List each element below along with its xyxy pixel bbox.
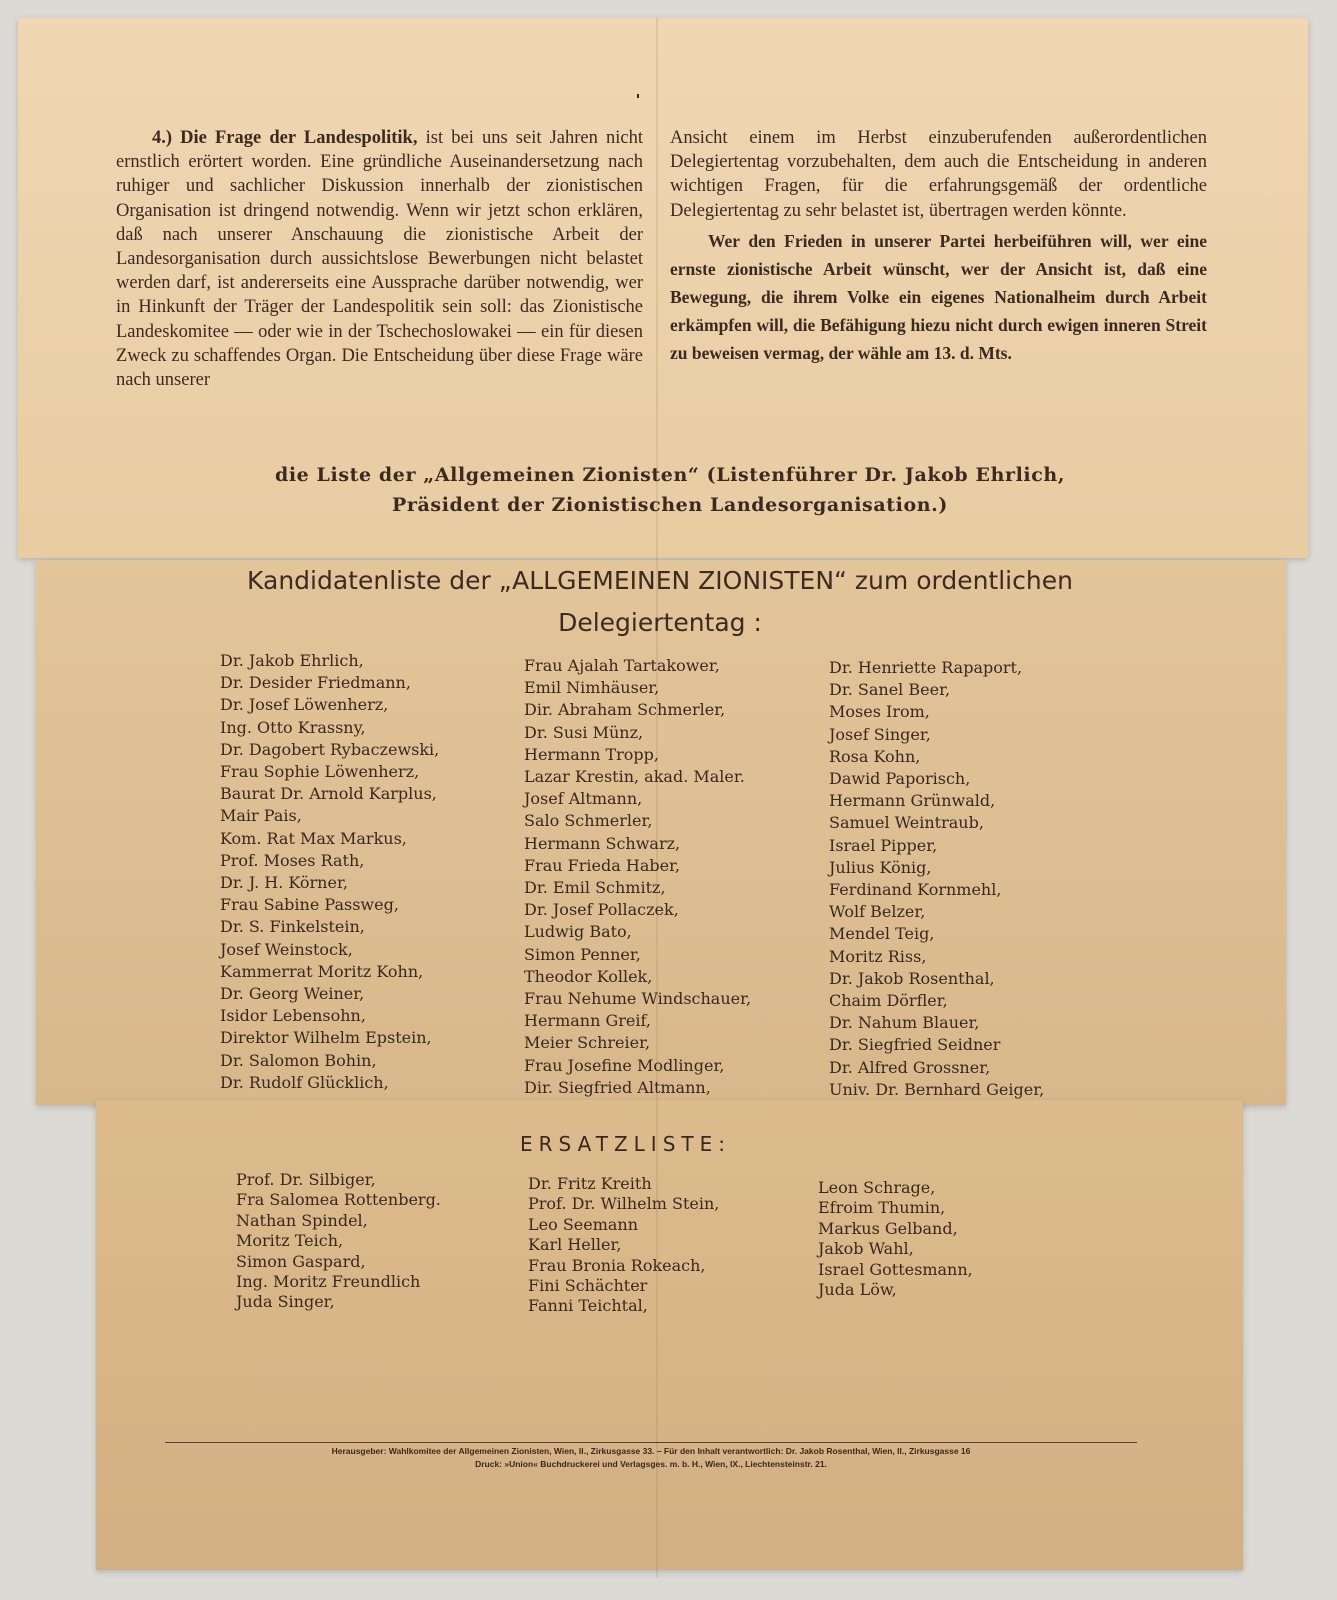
- candidate-name: Ludwig Bato,: [524, 922, 632, 942]
- candidate-name: Emil Nimhäuser,: [524, 678, 660, 698]
- candidate-name: Frau Sabine Passweg,: [220, 895, 399, 915]
- substitute-name: Markus Gelband,: [818, 1218, 958, 1238]
- substitute-name: Frau Bronia Rokeach,: [528, 1255, 706, 1275]
- candidate-name: Mair Pais,: [220, 806, 302, 826]
- candidate-name: Dir. Abraham Schmerler,: [524, 700, 726, 720]
- substitute-name: Ing. Moritz Freundlich: [236, 1272, 421, 1292]
- candidate-title-line-1: Kandidatenliste der „ALLGEMEINEN ZIONISTEN“ zum ordentlichen: [247, 566, 1073, 595]
- footer-divider: [165, 1442, 1137, 1443]
- substitute-name: Fanni Teichtal,: [528, 1296, 648, 1316]
- candidate-name: Hermann Schwarz,: [524, 833, 681, 853]
- candidate-name: Wolf Belzer,: [829, 902, 926, 922]
- text-column-left: [116, 126, 643, 392]
- candidate-name: Dr. Jakob Ehrlich,: [220, 651, 364, 670]
- substitute-name: Fra Salomea Rottenberg.: [236, 1190, 441, 1210]
- substitute-name: Prof. Dr. Wilhelm Stein,: [528, 1194, 720, 1214]
- candidate-name: Dawid Paporisch,: [829, 769, 971, 789]
- substitute-name: Nathan Spindel,: [236, 1210, 368, 1230]
- candidate-name: Isidor Lebensohn,: [220, 1006, 366, 1026]
- candidate-name: Simon Penner,: [524, 944, 641, 964]
- substitute-name: Israel Gottesmann,: [818, 1259, 973, 1279]
- candidate-name: Dr. Desider Friedmann,: [220, 673, 411, 693]
- candidate-name: Israel Pipper,: [829, 835, 938, 855]
- candidate-name: Samuel Weintraub,: [829, 813, 984, 833]
- candidate-name: Theodor Kollek,: [524, 966, 653, 986]
- candidate-name: Dr. Rudolf Glücklich,: [220, 1072, 389, 1092]
- paragraph-lead: 4.) Die Frage der Landespolitik,: [152, 128, 418, 148]
- candidate-name: Dr. Emil Schmitz,: [524, 878, 666, 898]
- substitute-name: Moritz Teich,: [236, 1231, 344, 1251]
- candidate-name: Chaim Dörfler,: [829, 991, 948, 1011]
- candidate-name: Mendel Teig,: [829, 924, 935, 944]
- candidate-name: Dir. Siegfried Altmann,: [524, 1077, 711, 1097]
- footer-printer-line: Druck: »Union« Buchdruckerei und Verlagsges. m. b. H., Wien, IX., Liechtensteinstr. 21.: [475, 1459, 827, 1469]
- candidate-name: Dr. Siegfried Seidner: [829, 1035, 1001, 1055]
- candidate-name: Dr. Henriette Rapaport,: [829, 658, 1023, 677]
- list-heading-line-2: Präsident der Zionistischen Landesorganisation.): [392, 494, 948, 516]
- candidate-name: Dr. Salomon Bohin,: [220, 1050, 377, 1070]
- candidate-name: Hermann Tropp,: [524, 744, 659, 764]
- candidate-name: Dr. J. H. Körner,: [220, 873, 348, 893]
- candidate-name: Frau Nehume Windschauer,: [524, 989, 752, 1009]
- ink-speck: [637, 94, 639, 98]
- candidate-name: Frau Frieda Haber,: [524, 855, 681, 875]
- candidate-name: Moritz Riss,: [829, 946, 927, 966]
- substitute-name: Dr. Fritz Kreith: [528, 1174, 652, 1193]
- candidate-title-line-2: Delegiertentag :: [558, 608, 762, 637]
- substitute-name: Simon Gaspard,: [236, 1251, 366, 1271]
- candidate-name: Frau Josefine Modlinger,: [524, 1055, 725, 1075]
- paragraph-body: ist bei uns seit Jahren nicht ernstlich erörtert worden. Eine gründliche Auseinandersetzung nach ruhiger und sachlicher Diskussion innerhalb der zionistischen Organisation ist dringend notwendig. Wenn wir jetzt schon erklären, daß nach unserer Anschauung die zionistische Arbeit der Landesorganisation durch aussichtslose Bewerbungen nicht belastet werden darf, ist andererseits eine Aussprache darüber notwendig, wer in Hinkunft der Träger der Landespolitik sein soll: das Zionistische Landeskomitee — oder wie in der Tschechoslowakei — ein für diesen Zweck zu schaffendes Organ. Die Entscheidung über diese Frage wäre nach unserer: [116, 128, 644, 391]
- candidate-name: Dr. Susi Münz,: [524, 722, 644, 742]
- substitute-name: Karl Heller,: [528, 1235, 622, 1255]
- appeal-paragraph: [670, 227, 1207, 367]
- candidate-name: Dr. Josef Löwenherz,: [220, 695, 389, 715]
- imprint-footer: [165, 1445, 1137, 1471]
- candidate-name: Prof. Moses Rath,: [220, 850, 365, 870]
- candidate-name: Dr. Josef Pollaczek,: [524, 900, 679, 920]
- candidate-name: Kammerrat Moritz Kohn,: [220, 961, 424, 981]
- candidate-column-1: [220, 650, 439, 1094]
- candidate-name: Dr. Georg Weiner,: [220, 984, 365, 1004]
- candidate-column-2: [524, 655, 751, 1099]
- candidate-name: Meier Schreier,: [524, 1033, 651, 1053]
- candidate-name: Frau Ajalah Tartakower,: [524, 656, 720, 675]
- candidate-name: Moses Irom,: [829, 702, 930, 722]
- substitute-name: Prof. Dr. Silbiger,: [236, 1170, 376, 1189]
- paragraph-continued: Ansicht einem im Herbst einzuberufenden außerordentlichen Delegiertentag vorzubehalten, dem auch die Entscheidung in anderen wichtigen Fragen, für die erfahrungsgemäß der ordentliche Delegiertentag zu sehr belastet ist, übertragen werden könnte.: [670, 128, 1207, 221]
- candidate-name: Josef Singer,: [829, 724, 931, 744]
- candidate-list-title: [110, 560, 1210, 644]
- substitute-name: Juda Singer,: [236, 1292, 335, 1312]
- candidate-name: Frau Sophie Löwenherz,: [220, 762, 420, 782]
- substitute-name: Fini Schächter: [528, 1276, 648, 1296]
- substitute-name: Leo Seemann: [528, 1214, 639, 1234]
- candidate-name: Lazar Krestin, akad. Maler.: [524, 767, 745, 787]
- paragraph-landespolitik: [116, 126, 643, 392]
- candidate-name: Hermann Grünwald,: [829, 791, 996, 811]
- substitute-name: Leon Schrage,: [818, 1178, 936, 1197]
- text-column-right: [670, 126, 1207, 367]
- candidate-name: Salo Schmerler,: [524, 811, 653, 831]
- candidate-name: Kom. Rat Max Markus,: [220, 828, 407, 848]
- appeal-text: Wer den Frieden in unserer Partei herbeiführen will, wer eine ernste zionistische Arbeit wünscht, wer der Ansicht ist, daß eine Bewegung, die ihrem Volke ein eigenes Nationalheim durch Arbeit erkämpfen will, die Befähigung hiezu nicht durch ewigen inneren Streit zu beweisen vermag, der wähle am 13. d. Mts.: [670, 230, 1207, 363]
- candidate-name: Hermann Greif,: [524, 1011, 651, 1031]
- list-heading: [120, 460, 1220, 520]
- candidate-name: Josef Altmann,: [524, 789, 643, 809]
- candidate-name: Dr. Jakob Rosenthal,: [829, 968, 995, 988]
- footer-publisher-line: Herausgeber: Wahlkomitee der Allgemeinen Zionisten, Wien, II., Zirkusgasse 33. – Für den Inhalt verantwortlich: Dr. Jakob Rosenthal, Wien, II., Zirkusgasse 16: [331, 1446, 971, 1456]
- ersatz-column-3: [818, 1178, 973, 1300]
- candidate-name: Baurat Dr. Arnold Karplus,: [220, 784, 437, 804]
- ersatz-column-1: [236, 1170, 441, 1313]
- candidate-name: Univ. Dr. Bernhard Geiger,: [829, 1079, 1045, 1099]
- candidate-name: Josef Weinstock,: [220, 939, 353, 959]
- substitute-name: Jakob Wahl,: [818, 1239, 914, 1259]
- ersatz-column-2: [528, 1174, 719, 1317]
- candidate-name: Dr. S. Finkelstein,: [220, 917, 365, 937]
- substitute-name: Efroim Thumin,: [818, 1198, 946, 1218]
- candidate-name: Julius König,: [829, 857, 932, 877]
- candidate-name: Dr. Dagobert Rybaczewski,: [220, 739, 440, 759]
- candidate-column-3: [829, 657, 1044, 1101]
- candidate-name: Rosa Kohn,: [829, 746, 921, 766]
- candidate-name: Ferdinand Kornmehl,: [829, 880, 1002, 900]
- substitute-name: Juda Löw,: [818, 1280, 897, 1300]
- candidate-name: Dr. Nahum Blauer,: [829, 1013, 980, 1033]
- candidate-name: Direktor Wilhelm Epstein,: [220, 1028, 432, 1048]
- candidate-name: Dr. Alfred Grossner,: [829, 1057, 991, 1077]
- candidate-name: Ing. Otto Krassny,: [220, 717, 366, 737]
- ersatzliste-title: ERSATZLISTE:: [520, 1132, 731, 1156]
- candidate-name: Dr. Sanel Beer,: [829, 680, 951, 700]
- list-heading-line-1: die Liste der „Allgemeinen Zionisten“ (Listenführer Dr. Jakob Ehrlich,: [274, 464, 1066, 486]
